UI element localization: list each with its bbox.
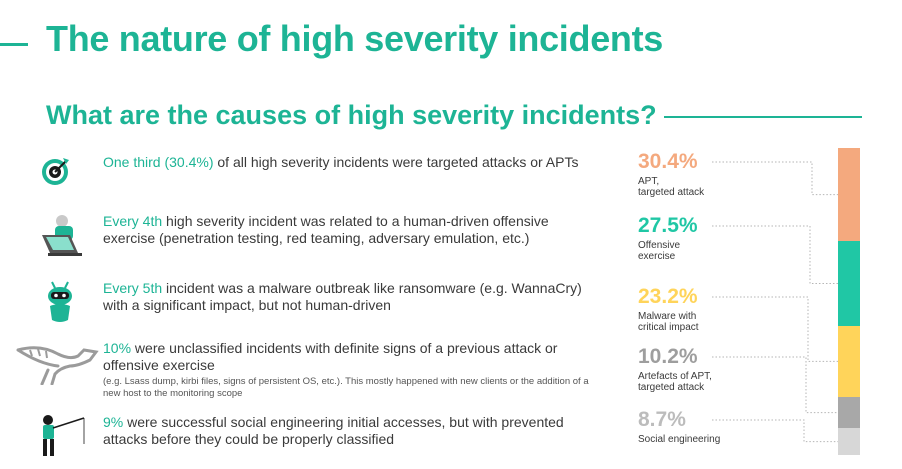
- cause-description: of all high severity incidents were targeted attacks or APTs: [213, 154, 579, 170]
- stat-label: Malware with critical impact: [638, 311, 699, 333]
- stat-label: APT, targeted attack: [638, 176, 705, 198]
- cause-highlight: One third (30.4%): [103, 154, 214, 170]
- cause-highlight: 10%: [103, 340, 132, 356]
- stat-value: 23.2%: [638, 285, 698, 308]
- stat-value: 27.5%: [638, 214, 698, 237]
- stat-value: 8.7%: [638, 408, 686, 431]
- leader-line: [712, 297, 838, 361]
- cause-highlight: 9%: [103, 414, 124, 430]
- leader-line: [712, 162, 838, 195]
- page-title: The nature of high severity incidents: [46, 18, 664, 59]
- stat-label: Social engineering: [638, 434, 721, 445]
- cause-description: were unclassified incidents with definite signs of a previous attack or offensive exercise: [103, 340, 558, 373]
- stat-label: Offensive exercise: [638, 240, 681, 262]
- page-subtitle: What are the causes of high severity incidents?: [46, 100, 657, 130]
- leader-line: [712, 226, 838, 284]
- stat-label: Artefacts of APT, targeted attack: [638, 371, 712, 393]
- bar-segment: [838, 326, 860, 397]
- bar-segment: [838, 428, 860, 455]
- cause-description: were successful social engineering initial accesses, but with prevented attacks before they could be properly classified: [103, 414, 564, 447]
- stat-value: 10.2%: [638, 345, 698, 368]
- cause-note: (e.g. Lsass dump, kirbi files, signs of persistent OS, etc.). This mostly happened with new clients or the addition of a new host to the monitoring scope: [103, 376, 589, 399]
- bar-segment: [838, 241, 860, 325]
- leader-line: [712, 357, 838, 413]
- stat-value: 30.4%: [638, 150, 698, 173]
- leader-line: [712, 420, 838, 442]
- cause-description: high severity incident was related to a human-driven offensive exercise (penetration testing, red teaming, adversary emulation, etc.): [103, 213, 549, 246]
- bar-segment: [838, 148, 860, 241]
- cause-highlight: Every 4th: [103, 213, 163, 229]
- bar-segment: [838, 397, 860, 428]
- cause-highlight: Every 5th: [103, 280, 163, 296]
- cause-description: incident was a malware outbreak like ransomware (e.g. WannaCry) with a significant impact, but not human-driven: [103, 280, 582, 313]
